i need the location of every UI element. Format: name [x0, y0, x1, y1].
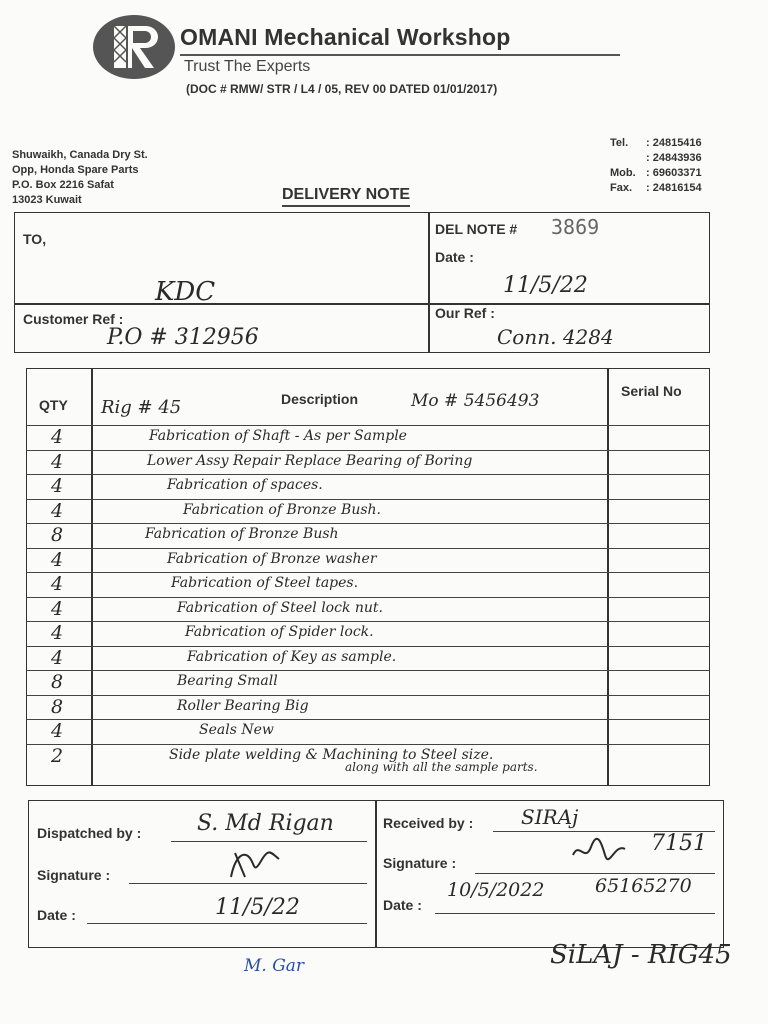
our-ref-value: Conn. 4284 — [497, 325, 614, 349]
received-value: SIRAj — [521, 805, 579, 829]
tel-number: : 24815416 — [646, 137, 702, 149]
rig-note: Rig # 45 — [101, 397, 182, 418]
phone-value: 65165270 — [595, 875, 692, 897]
company-contact — [610, 136, 702, 196]
header-rule — [180, 54, 620, 56]
recipient-box — [14, 212, 710, 353]
description-header: Description — [281, 391, 359, 407]
signature-scribble-right — [569, 833, 629, 872]
item-qty: 4 — [51, 720, 64, 742]
items-table — [26, 368, 710, 786]
item-description: Fabrication of Key as sample. — [187, 648, 397, 665]
bottom-handwritten-note: SiLAJ - RIG45 — [550, 940, 732, 970]
document-title: DELIVERY NOTE — [282, 186, 410, 207]
item-description: Fabrication of Bronze Bush. — [183, 501, 381, 518]
item-continuation: along with all the sample parts. — [345, 760, 538, 774]
item-description: Bearing Small — [177, 673, 278, 689]
address-line: Opp, Honda Spare Parts — [12, 164, 139, 176]
dispatched-label: Dispatched by : — [37, 825, 142, 841]
address-line: Shuwaikh, Canada Dry St. — [12, 149, 148, 161]
item-description: Seals New — [199, 722, 274, 738]
fax-label: Fax. — [610, 182, 633, 194]
qty-header: QTY — [39, 397, 68, 413]
del-note-number: 3869 — [551, 215, 600, 239]
item-description: Roller Bearing Big — [177, 697, 309, 714]
date-value-right: 10/5/2022 — [447, 879, 545, 901]
received-label: Received by : — [383, 815, 474, 831]
customer-ref-label: Customer Ref : — [23, 311, 124, 327]
item-qty: 4 — [51, 426, 64, 448]
document-reference: (DOC # RMW/ STR / L4 / 05, REV 00 DATED 01/01/2017) — [186, 82, 498, 96]
company-address — [12, 148, 148, 208]
date-value-left: 11/5/22 — [215, 895, 300, 920]
item-qty: 4 — [51, 573, 64, 595]
item-description: Fabrication of Steel lock nut. — [177, 599, 383, 616]
to-label: TO, — [23, 231, 47, 247]
item-qty: 4 — [51, 646, 64, 669]
date-label-right: Date : — [383, 897, 422, 913]
signature-scribble-left — [225, 847, 285, 886]
serial-header: Serial No — [621, 383, 682, 399]
item-description: Fabrication of spaces. — [167, 477, 323, 493]
item-description: Fabrication of Shaft - As per Sample — [149, 428, 407, 444]
item-description: Fabrication of Steel tapes. — [171, 575, 359, 591]
fax-number: : 24816154 — [646, 182, 702, 194]
item-qty: 2 — [51, 744, 64, 767]
item-qty: 4 — [51, 450, 64, 473]
item-qty: 4 — [51, 548, 64, 571]
signoff-box — [28, 800, 724, 948]
address-line: P.O. Box 2216 Safat — [12, 179, 114, 191]
company-logo — [92, 14, 176, 80]
item-description: Lower Assy Repair Replace Bearing of Boring — [147, 452, 473, 469]
mob-label: Mob. — [610, 167, 636, 179]
customer-ref-value: P.O # 312956 — [107, 325, 259, 350]
item-qty: 8 — [51, 524, 64, 546]
signature-value-right: 7151 — [651, 831, 707, 856]
tel-label: Tel. — [610, 137, 629, 149]
mo-note: Mo # 5456493 — [411, 391, 540, 411]
dispatched-value: S. Md Rigan — [197, 811, 334, 836]
address-line: 13023 Kuwait — [12, 194, 82, 206]
tel-number: : 24843936 — [646, 152, 702, 164]
item-qty: 4 — [51, 622, 64, 644]
blue-handwritten-note: M. Gar — [244, 956, 305, 976]
item-qty: 4 — [51, 499, 64, 522]
signature-label-left: Signature : — [37, 867, 111, 883]
to-value: KDC — [155, 277, 216, 307]
item-qty: 8 — [51, 671, 64, 693]
company-name: OMANI Mechanical Workshop — [180, 24, 511, 50]
date-value-top: 11/5/22 — [503, 273, 588, 298]
del-note-label: DEL NOTE # — [435, 221, 518, 237]
date-label-left: Date : — [37, 907, 76, 923]
mob-number: : 69603371 — [646, 167, 702, 179]
company-tagline: Trust The Experts — [184, 58, 311, 75]
item-description: Fabrication of Spider lock. — [185, 624, 374, 640]
item-qty: 8 — [51, 695, 64, 718]
our-ref-label: Our Ref : — [435, 305, 495, 321]
item-qty: 4 — [51, 475, 64, 497]
item-description: Side plate welding & Machining to Steel size. — [169, 746, 494, 763]
signature-label-right: Signature : — [383, 855, 457, 871]
item-qty: 4 — [51, 597, 64, 620]
item-description: Fabrication of Bronze Bush — [145, 526, 339, 542]
date-label-top: Date : — [435, 249, 474, 265]
item-description: Fabrication of Bronze washer — [167, 550, 377, 567]
